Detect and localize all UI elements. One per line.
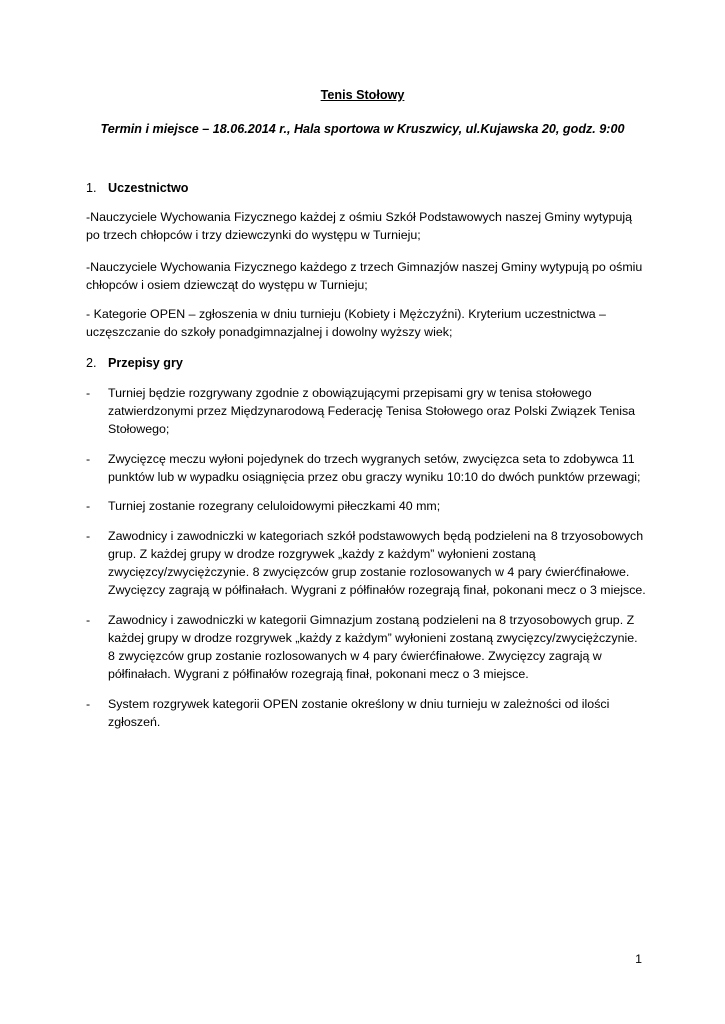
section-title: Uczestnictwo [108,181,189,195]
rule-item [86,527,646,599]
bullet-dash: - [86,386,91,400]
rule-text: Turniej zostanie rozegrany celuloidowymi piłeczkami 40 mm; [108,499,441,513]
section-heading-rules [86,354,183,372]
section-number: 2. [86,356,97,370]
bullet-dash: - [86,529,91,543]
rule-text: Turniej będzie rozgrywany zgodnie z obowiązującymi przepisami gry w tenisa stołowego zatwierdzonymi przez Międzynarodową Federację Tenisa Stołowego oraz Polski Związek Tenisa Stołowego; [108,386,636,436]
rule-item [86,450,646,486]
rule-item [86,611,646,683]
page-number: 1 [635,952,642,966]
participation-paragraph [86,208,646,244]
bullet-dash: - [86,697,91,711]
rule-item [86,695,646,731]
rule-text: Zawodnicy i zawodniczki w kategoriach szkół podstawowych będą podzieleni na 8 trzyosobowych grup. Z każdej grupy w drodze rozgrywek „każdy z każdym” wyłonieni zostaną zwycięzcy/zwyciężczynie. 8 zwycięzców grup zostanie rozlosowanych w 4 pary ćwierćfinałowe. Zwycięzcy zagrają w półfinałach. Wygrani z półfinałów rozegrają finał, pokonani mecz o 3 miejsce. [108,529,646,597]
section-heading-participation [86,179,188,197]
rule-text: Zwycięzcę meczu wyłoni pojedynek do trzech wygranych setów, zwycięzca seta to zdobywca 11 punktów lub w wypadku osiągnięcia przez obu graczy wyniku 10:10 do dwóch punktów przewagi; [108,452,641,484]
rule-text: Zawodnicy i zawodniczki w kategorii Gimnazjum zostaną podzieleni na 8 trzyosobowych grup. Z każdej grupy w drodze rozgrywek „każdy z każdym” wyłonieni zostaną zwycięzcy/zwyciężczynie. 8 zwycięzców grup zostanie rozlosowanych w 4 pary ćwierćfinałowe. Zwycięzcy zagrają w półfinałach. Wygrani z półfinałów rozegrają finał, pokonani mecz o 3 miejsce. [108,613,638,681]
paragraph-text: -Nauczyciele Wychowania Fizycznego każdego z trzech Gimnazjów naszej Gminy wytypują po ośmiu chłopców i osiem dziewcząt do występu w Turnieju; [86,260,643,292]
bullet-dash: - [86,452,91,466]
paragraph-text: -Nauczyciele Wychowania Fizycznego każdej z ośmiu Szkół Podstawowych naszej Gminy wytypują po trzech chłopców i trzy dziewczynki do występu w Turnieju; [86,210,632,242]
document-title: Tenis Stołowy [320,88,405,102]
section-title: Przepisy gry [108,356,183,370]
event-date-location: Termin i miejsce – 18.06.2014 r., Hala sportowa w Kruszwicy, ul.Kujawska 20, godz. 9:00 [100,122,625,136]
rule-text: System rozgrywek kategorii OPEN zostanie określony w dniu turnieju w zależności od ilości zgłoszeń. [108,697,610,729]
rule-item [86,384,646,438]
participation-paragraph [86,305,646,341]
bullet-dash: - [86,613,91,627]
rule-item [86,497,646,515]
participation-paragraph [86,258,646,294]
paragraph-text: - Kategorie OPEN – zgłoszenia w dniu turnieju (Kobiety i Mężczyźni). Kryterium uczestnictwa – uczęszczanie do szkoły ponadgimnazjalnej i dowolny wyższy wiek; [86,307,606,339]
bullet-dash: - [86,499,91,513]
section-number: 1. [86,181,97,195]
